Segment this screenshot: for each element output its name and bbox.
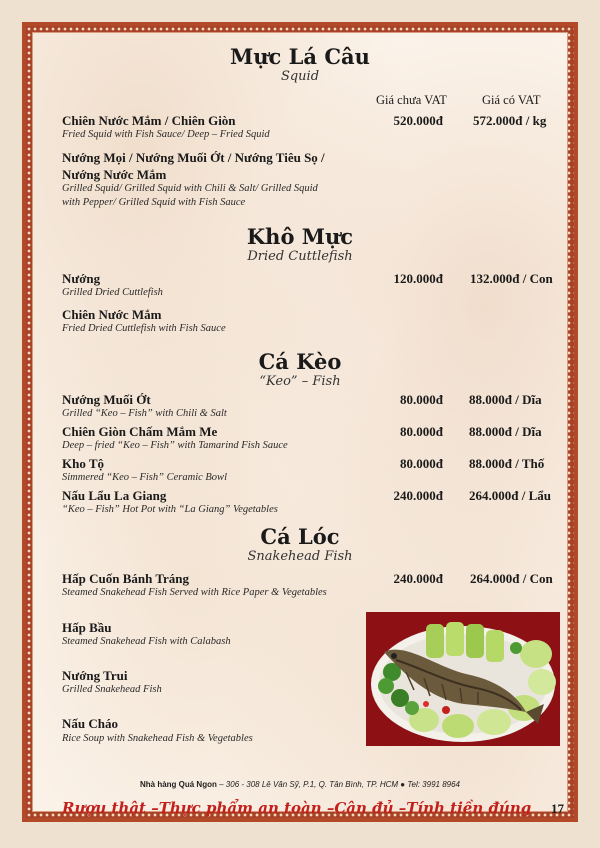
price-with-vat: 88.000đ / Dĩa: [469, 392, 542, 407]
menu-item-desc: Grilled Snakehead Fish: [62, 684, 162, 695]
footer-address-line: [0, 780, 600, 789]
menu-item-desc: Fried Squid with Fish Sauce/ Deep – Fried Squid: [62, 129, 270, 140]
menu-item-name: Kho Tộ: [62, 456, 105, 471]
section-title-squid: Mực Lá Câu: [230, 44, 370, 69]
menu-item-desc: Deep – fried “Keo – Fish” with Tamarind Fish Sauce: [62, 440, 288, 451]
page-number: 17: [551, 801, 564, 816]
menu-item-name: Hấp Bầu: [62, 620, 112, 635]
menu-item-name: Nướng Nước Mắm: [62, 167, 167, 182]
price-with-vat: 88.000đ / Dĩa: [469, 424, 542, 439]
menu-item-desc: Steamed Snakehead Fish with Calabash: [62, 636, 231, 647]
menu-item-name: Chiên Nước Mắm / Chiên Giòn: [62, 113, 236, 128]
menu-item-name: Nướng Muối Ớt: [62, 392, 151, 407]
menu-item-desc: Grilled Squid/ Grilled Squid with Chili & Salt/ Grilled Squid: [62, 183, 318, 194]
menu-item-name: Nướng: [62, 271, 101, 286]
menu-item-name: Nấu Lẩu La Giang: [62, 488, 167, 503]
menu-item-desc: Simmered “Keo – Fish” Ceramic Bowl: [62, 472, 227, 483]
price-with-vat: 132.000đ / Con: [470, 271, 553, 286]
restaurant-slogan: Rượu thật –Thực phẩm an toàn –Cân đủ –Tính tiền đúng: [62, 799, 532, 817]
price-before-vat: 240.000đ: [393, 488, 443, 503]
section-title-snakehead-fish: Cá Lóc: [260, 524, 340, 549]
price-with-vat: 264.000đ / Lẩu: [469, 488, 551, 503]
menu-item-desc: “Keo – Fish” Hot Pot with “La Giang” Vegetables: [62, 504, 278, 515]
menu-item-desc: with Pepper/ Grilled Squid with Fish Sauce: [62, 197, 246, 208]
menu-item-desc: Fried Dried Cuttlefish with Fish Sauce: [62, 323, 226, 334]
restaurant-address: 306 - 308 Lê Văn Sỹ, P.1, Q. Tân Bình, TP. HCM: [225, 780, 399, 789]
menu-item-desc: Grilled Dried Cuttlefish: [62, 287, 163, 298]
price-with-vat: 572.000đ / kg: [473, 113, 547, 128]
menu-item-name: Chiên Nước Mắm: [62, 307, 162, 322]
bullet-icon: ●: [400, 780, 406, 789]
price-before-vat: 80.000đ: [400, 392, 443, 407]
section-subtitle-dried-cuttlefish: Dried Cuttlefish: [247, 249, 353, 264]
restaurant-phone: Tel: 3991 8964: [407, 780, 460, 789]
price-with-vat: 264.000đ / Con: [470, 571, 553, 586]
restaurant-name: Nhà hàng Quá Ngon: [139, 780, 217, 789]
menu-item-desc: Grilled “Keo – Fish” with Chili & Salt: [62, 408, 227, 419]
column-header-with-vat: Giá có VAT: [482, 93, 541, 107]
footer-separator: –: [219, 780, 224, 789]
menu-item-name: Hấp Cuốn Bánh Tráng: [62, 571, 190, 586]
section-subtitle-squid: Squid: [280, 69, 320, 84]
price-before-vat: 80.000đ: [400, 456, 443, 471]
section-subtitle-snakehead-fish: Snakehead Fish: [247, 549, 353, 564]
column-header-before-vat: Giá chưa VAT: [376, 93, 447, 107]
menu-item-name: Nướng Trui: [62, 668, 128, 683]
menu-item-name: Nấu Cháo: [62, 716, 118, 731]
menu-item-desc: Rice Soup with Snakehead Fish & Vegetables: [62, 733, 253, 744]
section-subtitle-keo-fish: “Keo” – Fish: [259, 374, 341, 389]
price-before-vat: 80.000đ: [400, 424, 443, 439]
price-before-vat: 520.000đ: [393, 113, 443, 128]
menu-item-name: Nướng Mọi / Nướng Muối Ớt / Nướng Tiêu Sọ /: [62, 150, 325, 165]
price-with-vat: 88.000đ / Thố: [469, 456, 545, 471]
price-before-vat: 240.000đ: [393, 571, 443, 586]
section-title-keo-fish: Cá Kèo: [258, 349, 342, 374]
price-before-vat: 120.000đ: [393, 271, 443, 286]
snakehead-dish-photo: [366, 612, 560, 746]
menu-item-name: Chiên Giòn Chấm Mắm Me: [62, 424, 218, 439]
section-title-dried-cuttlefish: Khô Mực: [246, 224, 354, 249]
menu-item-desc: Steamed Snakehead Fish Served with Rice Paper & Vegetables: [62, 587, 327, 598]
